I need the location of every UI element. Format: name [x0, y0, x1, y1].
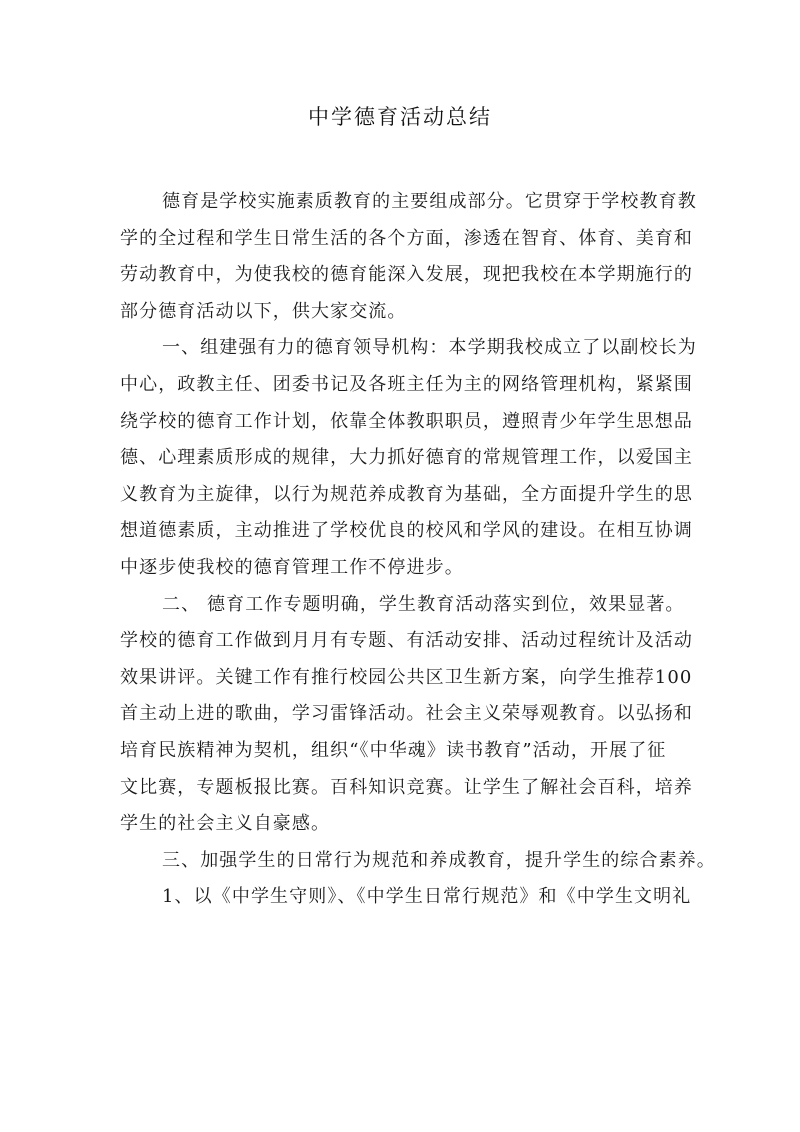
text-line: 德育是学校实施素质教育的主要组成部分。它贯穿于学校教育教 — [162, 191, 697, 212]
text-line: 一、组建强有力的德育领导机构：本学期我校成立了以副校长为 — [162, 337, 697, 359]
text-line: 学的全过程和学生日常生活的各个方面，渗透在智育、体育、美育和 — [120, 227, 693, 249]
text-line: 中心，政教主任、团委书记及各班主任为主的网络管理机构，紧紧围 — [120, 373, 693, 395]
text-line: 部分德育活动以下，供大家交流。 — [120, 300, 407, 322]
document-body — [120, 184, 716, 916]
text-line: 义教育为主旋律，以行为规范养成教育为基础，全方面提升学生的思 — [120, 483, 693, 505]
text-line: 劳动教育中，为使我校的德育能深入发展，现把我校在本学期施行的 — [120, 264, 693, 286]
paragraph-section-three — [120, 843, 716, 880]
paragraph-section-two — [120, 587, 693, 843]
paragraph-section-one — [120, 330, 697, 586]
text-line: 绕学校的德育工作计划，依靠全体教职职员，遵照青少年学生思想品 — [120, 410, 693, 432]
text-line: 德、心理素质形成的规律，大力抓好德育的常规管理工作，以爱国主 — [120, 447, 693, 469]
text-line: 三、加强学生的日常行为规范和养成教育，提升学生的综合素养。 — [162, 849, 716, 871]
document-title: 中学德育活动总结 — [308, 105, 492, 129]
text-line: 中逐步使我校的德育管理工作不停进步。 — [120, 556, 464, 578]
text-line: 二、 德育工作专题明确，学生教育活动落实到位，效果显著。 — [162, 593, 685, 615]
text-line: 1、以《中学生守则》、《中学生日常行规范》和《中学生文明礼 — [162, 886, 692, 908]
text-line: 文比赛，专题板报比赛。百科知识竞赛。让学生了解社会百科，培养 — [120, 776, 693, 798]
text-line: 学校的德育工作做到月月有专题、有活动安排、活动过程统计及活动 — [120, 630, 693, 652]
paragraph-subsection-one — [120, 879, 692, 916]
text-line: 效果讲评。关键工作有推行校园公共区卫生新方案，向学生推荐100 — [120, 666, 693, 688]
paragraph-intro — [120, 184, 697, 330]
text-line: 想道德素质，主动推进了学校优良的校风和学风的建设。在相互协调 — [120, 520, 693, 542]
text-line: 学生的社会主义自豪感。 — [120, 813, 331, 835]
text-line: 首主动上进的歌曲，学习雷锋活动。社会主义荣辱观教育。以弘扬和 — [120, 703, 693, 725]
text-line: 培育民族精神为契机，组织“《中华魂》读书教育”活动，开展了征 — [120, 739, 667, 761]
